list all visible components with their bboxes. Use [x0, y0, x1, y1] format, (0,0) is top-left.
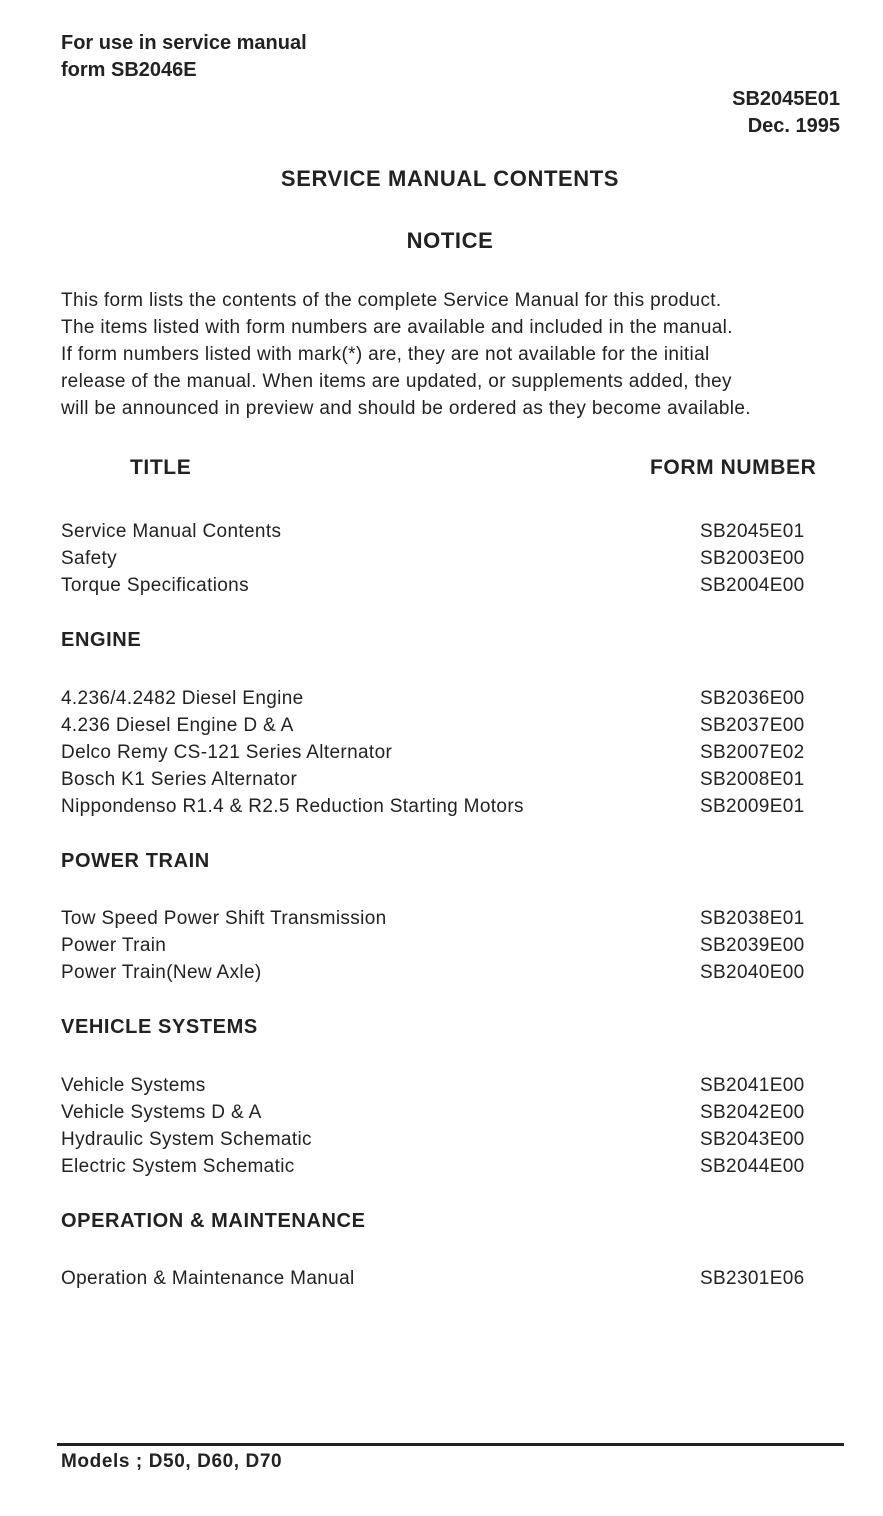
item-title: Power Train — [61, 935, 167, 956]
item-title: Service Manual Contents — [61, 521, 282, 542]
item-title: Nippondenso R1.4 & R2.5 Reduction Starting Motors — [61, 796, 524, 817]
list-item — [61, 518, 821, 545]
item-form-number: SB2041E00 — [700, 1075, 805, 1096]
section-heading-vehicle-systems: VEHICLE SYSTEMS — [61, 1016, 258, 1038]
section-heading-engine: ENGINE — [61, 629, 142, 651]
item-form-number: SB2040E00 — [700, 962, 805, 983]
footer-divider — [57, 1443, 844, 1446]
list-item — [61, 905, 821, 932]
notice-text — [61, 287, 861, 422]
item-title: Power Train(New Axle) — [61, 962, 262, 983]
item-form-number: SB2039E00 — [700, 935, 805, 956]
item-title: Safety — [61, 548, 117, 569]
list-item — [61, 712, 821, 739]
column-header-form-number: FORM NUMBER — [650, 456, 817, 479]
item-form-number: SB2042E00 — [700, 1102, 805, 1123]
item-title: Vehicle Systems D & A — [61, 1102, 262, 1123]
list-item — [61, 1153, 821, 1180]
list-item — [61, 685, 821, 712]
document-date: Dec. 1995 — [747, 115, 840, 137]
item-form-number: SB2038E01 — [700, 908, 805, 929]
item-form-number: SB2007E02 — [700, 742, 805, 763]
item-title: Operation & Maintenance Manual — [61, 1268, 355, 1289]
notice-line: If form numbers listed with mark(*) are, they are not available for the initial — [61, 344, 710, 365]
item-form-number: SB2036E00 — [700, 688, 805, 709]
list-item — [61, 959, 821, 986]
use-in-manual-line-2: form SB2046E — [61, 59, 197, 81]
item-form-number: SB2044E00 — [700, 1156, 805, 1177]
use-in-manual-line-1: For use in service manual — [61, 32, 307, 54]
item-title: Torque Specifications — [61, 575, 249, 596]
section-heading-power-train: POWER TRAIN — [61, 850, 210, 872]
list-item — [61, 766, 821, 793]
item-title: Tow Speed Power Shift Transmission — [61, 908, 387, 929]
notice-line: The items listed with form numbers are available and included in the manual. — [61, 317, 733, 338]
footer-models: Models ; D50, D60, D70 — [61, 1451, 283, 1472]
item-form-number: SB2037E00 — [700, 715, 805, 736]
column-header-title: TITLE — [130, 456, 192, 479]
notice-line: This form lists the contents of the complete Service Manual for this product. — [61, 290, 722, 311]
list-item — [61, 793, 821, 820]
list-item — [61, 1072, 821, 1099]
item-title: Vehicle Systems — [61, 1075, 206, 1096]
list-item — [61, 932, 821, 959]
notice-heading: NOTICE — [406, 228, 494, 253]
notice-line: release of the manual. When items are updated, or supplements added, they — [61, 371, 732, 392]
item-title: Bosch K1 Series Alternator — [61, 769, 298, 790]
notice-line: will be announced in preview and should be ordered as they become available. — [61, 398, 751, 419]
item-form-number: SB2009E01 — [700, 796, 805, 817]
item-form-number: SB2008E01 — [700, 769, 805, 790]
document-form-number: SB2045E01 — [732, 88, 840, 110]
item-title: 4.236 Diesel Engine D & A — [61, 715, 294, 736]
list-item — [61, 1099, 821, 1126]
item-form-number: SB2004E00 — [700, 575, 805, 596]
list-item — [61, 545, 821, 572]
item-form-number: SB2301E06 — [700, 1268, 805, 1289]
list-item — [61, 572, 821, 599]
list-item — [61, 1126, 821, 1153]
item-title: Hydraulic System Schematic — [61, 1129, 312, 1150]
item-title: 4.236/4.2482 Diesel Engine — [61, 688, 304, 709]
list-item — [61, 739, 821, 766]
item-title: Electric System Schematic — [61, 1156, 295, 1177]
section-heading-operation-maintenance: OPERATION & MAINTENANCE — [61, 1210, 366, 1232]
list-item — [61, 1265, 821, 1292]
item-form-number: SB2045E01 — [700, 521, 805, 542]
item-form-number: SB2003E00 — [700, 548, 805, 569]
page-title: SERVICE MANUAL CONTENTS — [280, 166, 620, 191]
item-form-number: SB2043E00 — [700, 1129, 805, 1150]
item-title: Delco Remy CS-121 Series Alternator — [61, 742, 393, 763]
